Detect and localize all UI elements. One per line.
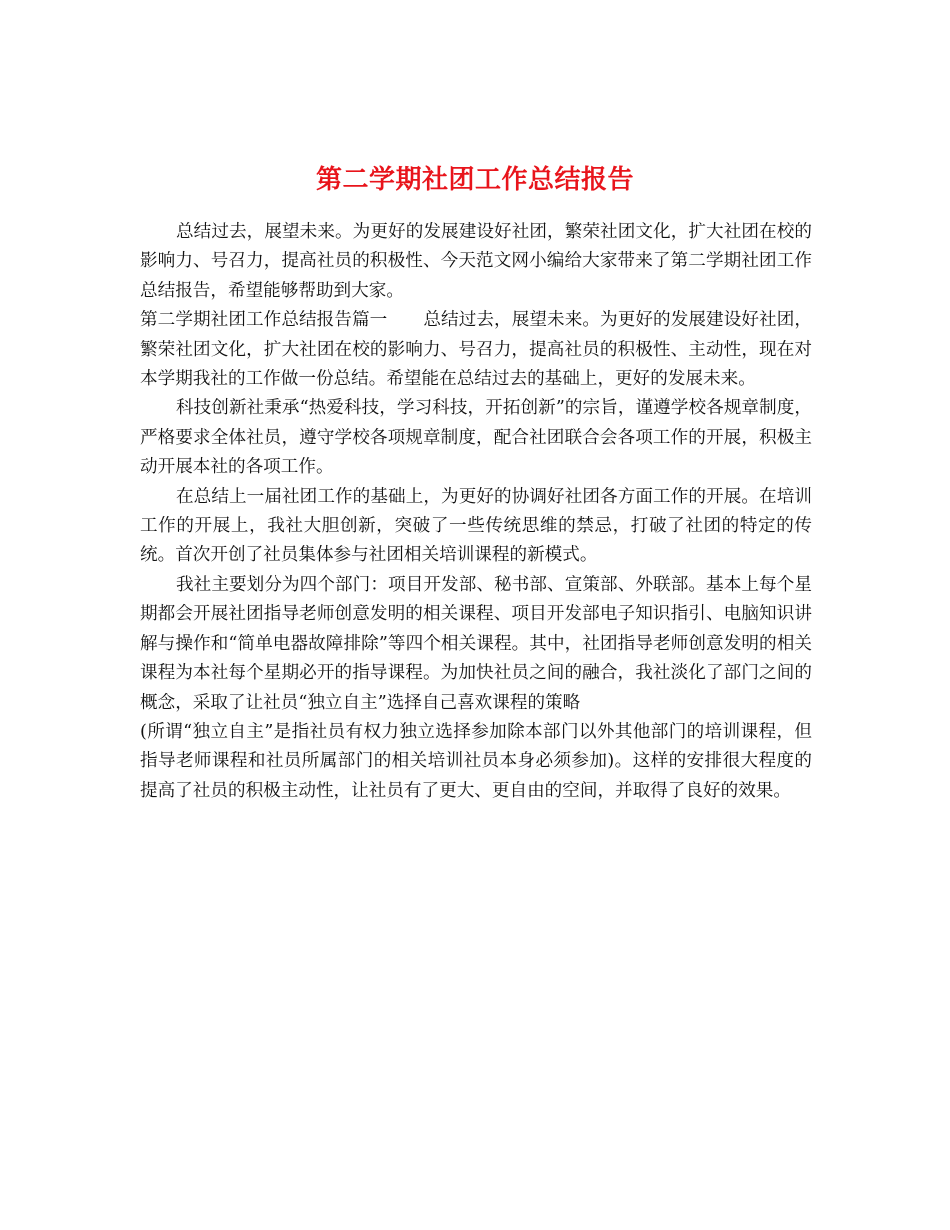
- section-heading: 第二学期社团工作总结报告篇一: [140, 310, 388, 331]
- document-body: [140, 218, 812, 806]
- section-text: 总结过去，展望未来。为更好的发展建设好社团，繁荣社团文化，扩大社团在校的影响力、号召力，提高社员的积极性、主动性，现在对本学期我社的工作做一份总结。希望能在总结过去的基础上，更好的发展未来。: [140, 310, 812, 390]
- closing-paragraph: (所谓“独立自主”是指社员有权力独立选择参加除本部门以外其他部门的培训课程，但指导老师课程和社员所属部门的相关培训社员本身必须参加)。这样的安排很大程度的提高了社员的积极主动性，让社员有了更大、更自由的空间，并取得了良好的效果。: [140, 721, 812, 801]
- section-paragraph: [140, 306, 812, 394]
- body-paragraph: 我社主要划分为四个部门：项目开发部、秘书部、宣策部、外联部。基本上每个星期都会开展社团指导老师创意发明的相关课程、项目开发部电子知识指引、电脑知识讲解与操作和“简单电器故障排除”等四个相关课程。其中，社团指导老师创意发明的相关课程为本社每个星期必开的指导课程。为加快社员之间的融合，我社淡化了部门之间的概念，采取了让社员“独立自主”选择自己喜欢课程的策略: [140, 574, 812, 713]
- body-paragraph: 在总结上一届社团工作的基础上，为更好的协调好社团各方面工作的开展。在培训工作的开展上，我社大胆创新，突破了一些传统思维的禁忌，打破了社团的特定的传统。首次开创了社员集体参与社团相关培训课程的新模式。: [140, 486, 812, 566]
- document-title: 第二学期社团工作总结报告: [315, 165, 634, 196]
- intro-paragraph: 总结过去，展望未来。为更好的发展建设好社团，繁荣社团文化，扩大社团在校的影响力、号召力，提高社员的积极性、今天范文网小编给大家带来了第二学期社团工作总结报告，希望能够帮助到大家。: [140, 222, 812, 301]
- body-paragraph: 科技创新社秉承“热爱科技，学习科技，开拓创新”的宗旨，谨遵学校各规章制度，严格要求全体社员，遵守学校各项规章制度，配合社团联合会各项工作的开展，积极主动开展本社的各项工作。: [140, 398, 812, 478]
